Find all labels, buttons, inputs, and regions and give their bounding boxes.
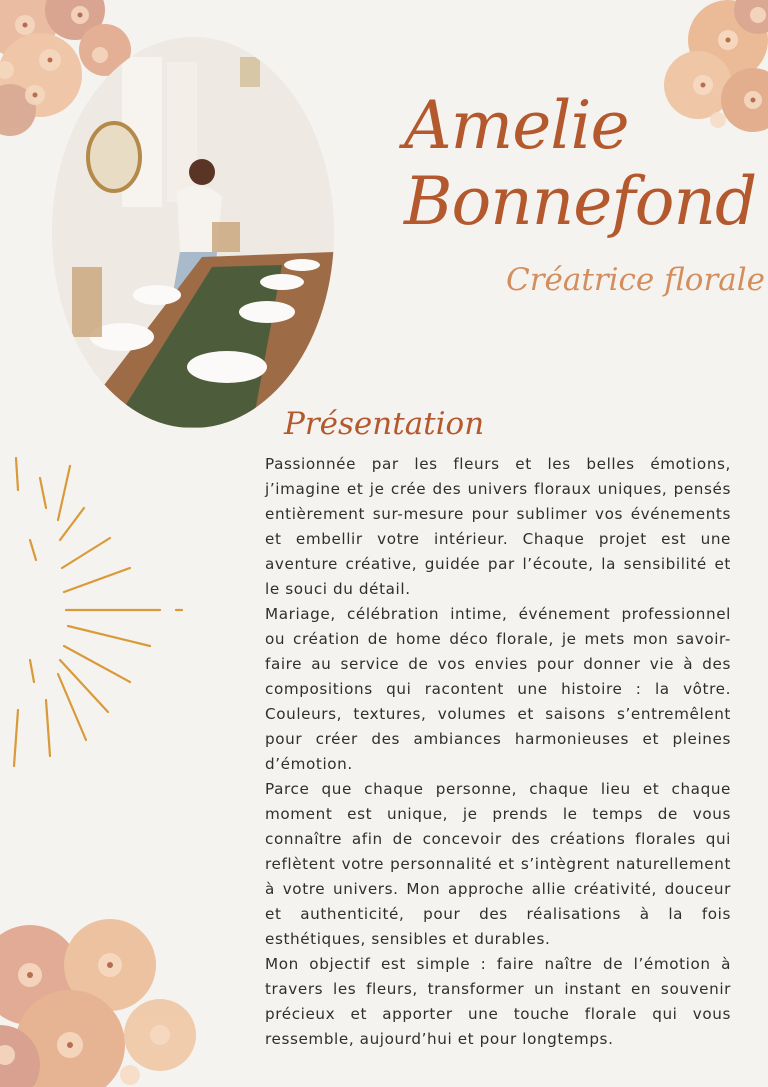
paragraph-1: Passionnée par les fleurs et les belles émotions, j’imagine et je crée des univers floraux uniques, pensés entièrement sur-mesure pour sublimer vos événements et embellir votre intérieur. Chaque projet est une aventure créative, guidée par l’écoute, la sensibilité et le souci du détail. (265, 455, 731, 598)
name-title (404, 87, 757, 240)
hydrangea-flowers-icon (0, 905, 200, 1087)
role-subtitle: Créatrice florale (506, 262, 766, 298)
presentation-heading: Présentation (284, 406, 485, 442)
photo-table-setting (52, 37, 334, 428)
presentation-text (265, 452, 731, 1052)
paragraph-4: Mon objectif est simple : faire naître de l’émotion à travers les fleurs, transformer un instant en souvenir précieux et apporter une touche florale qui vous ressemble, aujourd’hui et pour longtemps. (265, 955, 731, 1048)
name-last: Bonnefond (404, 163, 757, 240)
paragraph-2: Mariage, célébration intime, événement professionnel ou création de home déco florale, je mets mon savoir-faire au service de vos envies pour donner vie à des compositions qui racontent une histoire : la vôtre. Couleurs, textures, volumes et saisons s’entremêlent pour créer des ambiances harmonieuses et pleines d’émotion. (265, 605, 731, 773)
sunburst-rays-icon (0, 450, 190, 770)
paragraph-3: Parce que chaque personne, chaque lieu et chaque moment est unique, je prends le temps de vous connaître afin de concevoir des créations florales qui reflètent votre personnalité et s’intègrent naturellement à votre univers. Mon approche allie créativité, douceur et authenticité, pour des réalisations à la fois esthétiques, sensibles et durables. (265, 780, 731, 948)
name-first: Amelie (404, 87, 629, 164)
